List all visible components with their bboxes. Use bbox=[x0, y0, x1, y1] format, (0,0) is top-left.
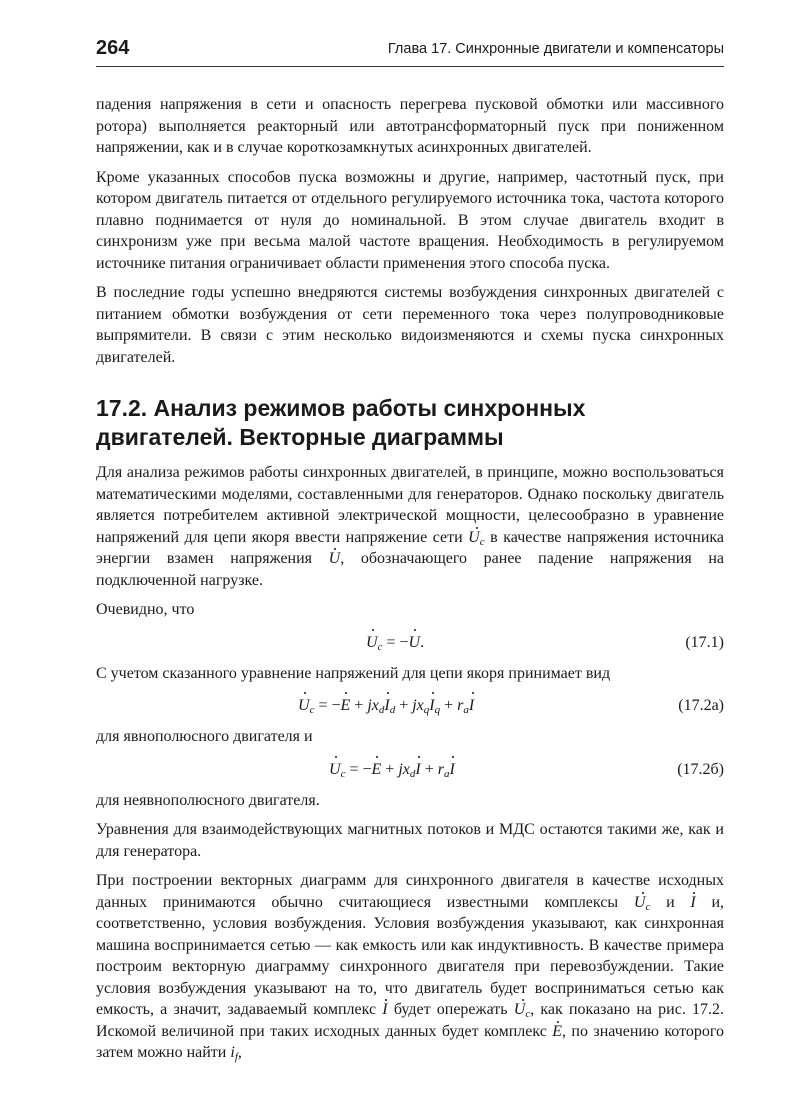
equation-formula: $U_c = -E + jx_dI + r_aI$ bbox=[329, 756, 455, 784]
paragraph: для неявнополюсного двигателя. bbox=[96, 791, 320, 809]
paragraph-text: и, соответственно, условия возбуждения. Условия возбуждения указывают, как синхронная машина воспринимается сетью — как емкость или как индуктивность. В качестве примера построим векторную диаграмму синхронного двигателя при перевозбуждении. Такие условия возбуждения указывают на то, что двигатель будет восприниматься сетью как емкость, а значит, задаваемый комплекс bbox=[96, 893, 725, 1018]
math-symbol-uc: $U_c$ bbox=[513, 1001, 531, 1020]
math-symbol-i: I bbox=[382, 999, 387, 1021]
paragraph: для явнополюсного двигателя и bbox=[96, 728, 313, 745]
paragraph: В последние годы успешно внедряются системы возбуждения синхронных двигателей с питанием обмотки возбуждения от сети переменного тока через полупроводниковые выпрямители. В связи с этим несколько видоизменяются и схемы пуска синхронных двигателей. bbox=[96, 284, 724, 366]
page-body bbox=[96, 94, 724, 1072]
math-symbol-u: U bbox=[329, 548, 341, 570]
paragraph bbox=[96, 462, 724, 591]
equation-17-2a bbox=[96, 692, 724, 720]
paragraph-text: и bbox=[666, 893, 675, 911]
equation-formula: $U_c = -U$. bbox=[366, 629, 424, 657]
paragraph: Уравнения для взаимодействующих магнитных потоков и МДС остаются такими же, как и для генератора. bbox=[96, 821, 724, 860]
math-symbol-uc: $U_c$ bbox=[468, 528, 485, 548]
math-symbol-i: I bbox=[690, 892, 695, 914]
paragraph: падения напряжения в сети и опасность перегрева пусковой обмотки или массивного ротора) выполняется реакторный или автотрансформаторный пуск при пониженном напряжении, как и в случае короткозамкнутых асинхронных двигателей. bbox=[96, 96, 724, 156]
math-symbol-uc: $U_c$ bbox=[633, 893, 651, 913]
section-heading: 17.2. Анализ режимов работы синхронных двигателей. Векторные диаграммы bbox=[96, 395, 586, 450]
math-symbol-if: $i_f$ bbox=[230, 1044, 238, 1063]
paragraph-text: будет опережать bbox=[393, 1001, 508, 1018]
equation-number: (17.1) bbox=[685, 633, 724, 651]
paragraph-text: , по значению которого затем можно найти bbox=[96, 1022, 725, 1061]
paragraph: Очевидно, что bbox=[96, 601, 195, 618]
paragraph-text: , обозначающего ранее падение напряжения на подключенной нагрузке. bbox=[96, 550, 724, 589]
paragraph-text: Для анализа режимов работы синхронных двигателей, в принципе, можно воспользоваться математическими моделями, составленными для генераторов. Однако поскольку двигатель является потребителем активной электрической мощности, целесообразно в уравнение напряжений для цепи якоря ввести напряжение сети bbox=[96, 464, 724, 546]
paragraph-text: в качестве напряжения источника энергии взамен напряжения bbox=[96, 528, 725, 567]
equation-17-2b bbox=[96, 756, 724, 784]
page-number: 264 bbox=[96, 37, 130, 59]
math-symbol-e: E bbox=[552, 1021, 562, 1043]
paragraph-text: При построении векторных диаграмм для синхронного двигателя в качестве исходных данных принимаются обычно считающиеся известными комплексы bbox=[96, 872, 724, 911]
page-header bbox=[96, 36, 724, 67]
paragraph-text: , как показано на рис. 17.2. Искомой величиной при таких исходных данных будет комплекс bbox=[96, 1001, 725, 1040]
paragraph: С учетом сказанного уравнение напряжений для цепи якоря принимает вид bbox=[96, 664, 611, 682]
equation-17-1 bbox=[96, 629, 724, 657]
paragraph: Кроме указанных способов пуска возможны и другие, например, частотный пуск, при котором двигатель питается от отдельного регулируемого источника тока, частота которого плавно поднимается от нуля до номинальной. В этом случае двигатель входит в синхронизм уже при весьма малой частоте вращения. Необходимость в регулируемом источнике питания ограничивает области применения этого способа пуска. bbox=[96, 168, 724, 272]
paragraph: При построении векторных диаграмм для синхронного двигателя в качестве исходных данных принимаются обычно считающиеся известными комплексы $U_c$ и I и, соответственно, условия возбуждения. Условия возбуждения указывают, как синхронная машина воспринимается сетью — как емкость или как индуктивность. В качестве примера построим векторную диаграмму синхронного двигателя при перевозбуждении. Такие условия возбуждения указывают на то, что двигатель будет восприниматься сетью как емкость, а значит, задаваемый комплекс I будет опережать $U_c$, как показано на рис. 17.2. Искомой величиной при таких исходных данных будет комплекс E, по значению которого затем можно найти $i_f$, bbox=[96, 872, 725, 1063]
running-title: Глава 17. Синхронные двигатели и компенсаторы bbox=[387, 41, 724, 57]
equation-number: (17.2а) bbox=[678, 697, 724, 714]
equation-number: (17.2б) bbox=[677, 760, 724, 778]
equation-formula: $U_c = -E + jx_dI_d + jx_qI_q + r_aI$ bbox=[298, 692, 474, 720]
